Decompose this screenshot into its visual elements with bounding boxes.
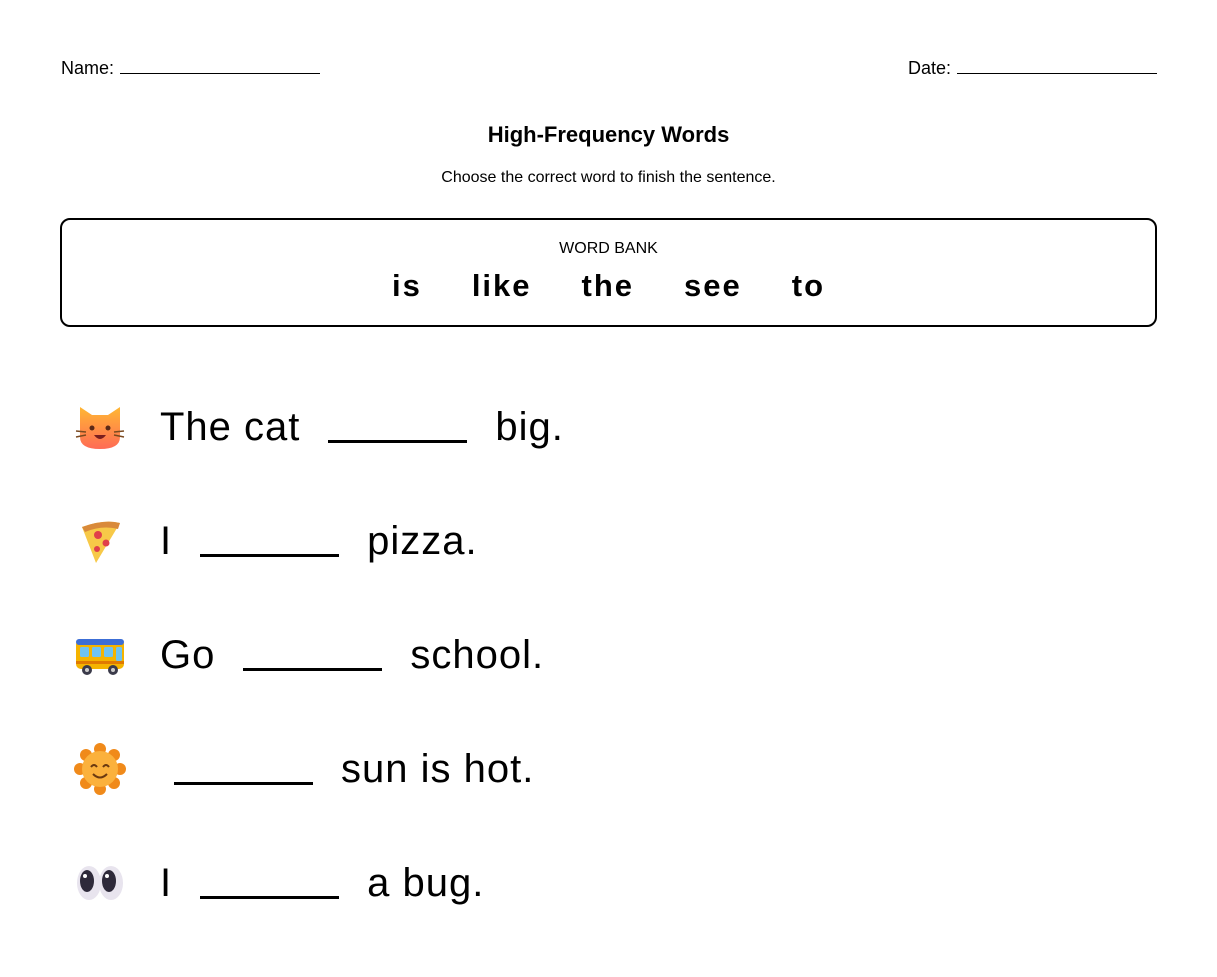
word-bank-word: the [581, 268, 635, 303]
eyes-icon [74, 857, 126, 909]
sentence-text-after: pizza. [367, 518, 478, 563]
answer-blank[interactable] [200, 896, 339, 899]
answer-blank[interactable] [174, 782, 313, 785]
smiling-sun-icon [74, 743, 126, 795]
sentence-row-1 [74, 397, 564, 457]
sentence-row-2 [74, 511, 478, 571]
word-bank-word: like [471, 268, 532, 303]
date-field[interactable] [908, 58, 1157, 79]
sentence-row-3 [74, 625, 544, 685]
answer-blank[interactable] [328, 440, 467, 443]
word-bank-box [60, 218, 1157, 327]
name-label: Name: [61, 58, 115, 78]
header-row [61, 58, 1157, 82]
date-label: Date: [907, 58, 951, 78]
sentence-text-before: I [160, 518, 173, 563]
word-bank-word: is [391, 268, 422, 303]
answer-blank[interactable] [243, 668, 382, 671]
name-field[interactable] [61, 58, 320, 79]
sentence-text-after: a bug. [367, 860, 485, 905]
word-bank-word: see [684, 268, 742, 303]
sentence-row-4 [74, 739, 534, 799]
sentence-text-before: The cat [160, 404, 301, 449]
sentence-text-after: big. [495, 404, 564, 449]
bus-icon [74, 629, 126, 681]
word-bank-words [62, 268, 1155, 304]
sentence-text-before: Go [160, 632, 216, 677]
answer-blank[interactable] [200, 554, 339, 557]
cat-face-icon [74, 401, 126, 453]
sentence-row-5 [74, 853, 484, 913]
pizza-icon [74, 515, 126, 567]
name-blank-line[interactable] [120, 57, 320, 74]
word-bank-label: WORD BANK [559, 240, 658, 257]
sentence-text-before: I [160, 860, 173, 905]
sentence-text-after: school. [410, 632, 545, 677]
word-bank-word: to [791, 268, 826, 303]
worksheet-title: High-Frequency Words [487, 122, 730, 147]
date-blank-line[interactable] [957, 57, 1157, 74]
worksheet-instructions: Choose the correct word to finish the sentence. [441, 169, 776, 186]
sentence-text-after: sun is hot. [341, 746, 535, 791]
